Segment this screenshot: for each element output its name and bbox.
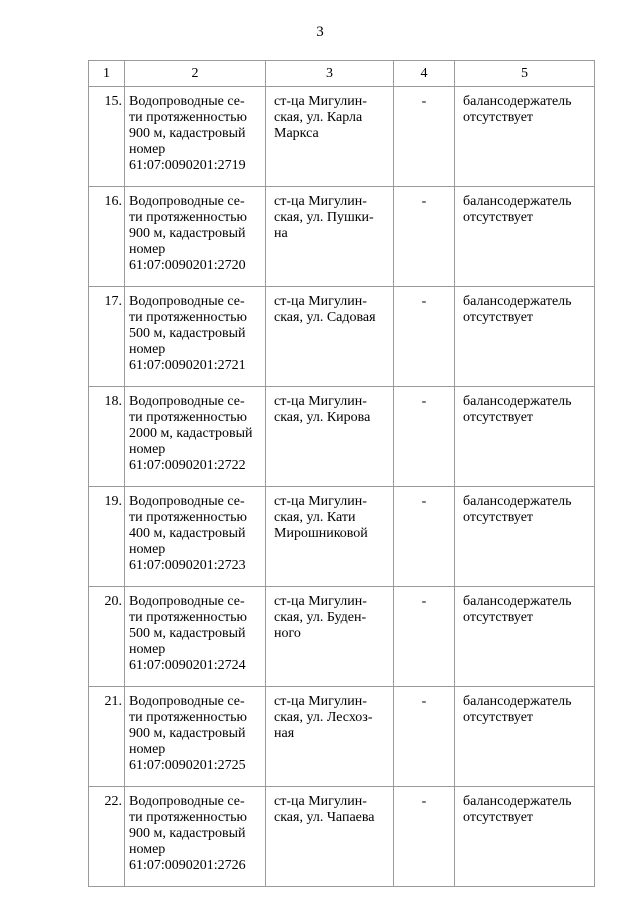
balance-holder: балансодержатель отсутствует (455, 787, 595, 887)
table-row (89, 487, 595, 587)
col4-value: - (394, 687, 455, 787)
table-row (89, 287, 595, 387)
page-number: 3 (316, 24, 324, 40)
object-name: Водопроводные се- ти протяженностью 900 м, кадастровый номер 61:07:0090201:2726 (125, 787, 266, 887)
balance-holder: балансодержатель отсутствует (455, 287, 595, 387)
table-row (89, 587, 595, 687)
header-col-4: 4 (394, 61, 455, 87)
object-address: ст-ца Мигулин- ская, ул. Карла Маркса (266, 87, 394, 187)
object-name: Водопроводные се- ти протяженностью 400 м, кадастровый номер 61:07:0090201:2723 (125, 487, 266, 587)
col4-value: - (394, 87, 455, 187)
col4-value: - (394, 187, 455, 287)
object-name: Водопроводные се- ти протяженностью 500 м, кадастровый номер 61:07:0090201:2721 (125, 287, 266, 387)
balance-holder: балансодержатель отсутствует (455, 487, 595, 587)
object-name: Водопроводные се- ти протяженностью 900 м, кадастровый номер 61:07:0090201:2725 (125, 687, 266, 787)
col4-value: - (394, 787, 455, 887)
object-address: ст-ца Мигулин- ская, ул. Пушки- на (266, 187, 394, 287)
table-row (89, 187, 595, 287)
object-name: Водопроводные се- ти протяженностью 900 м, кадастровый номер 61:07:0090201:2719 (125, 87, 266, 187)
header-col-3: 3 (266, 61, 394, 87)
object-name: Водопроводные се- ти протяженностью 500 м, кадастровый номер 61:07:0090201:2724 (125, 587, 266, 687)
property-registry-table (88, 60, 595, 887)
balance-holder: балансодержатель отсутствует (455, 187, 595, 287)
row-number: 17. (89, 287, 125, 387)
balance-holder: балансодержатель отсутствует (455, 687, 595, 787)
col4-value: - (394, 487, 455, 587)
row-number: 19. (89, 487, 125, 587)
object-address: ст-ца Мигулин- ская, ул. Кирова (266, 387, 394, 487)
balance-holder: балансодержатель отсутствует (455, 87, 595, 187)
row-number: 21. (89, 687, 125, 787)
header-col-2: 2 (125, 61, 266, 87)
object-address: ст-ца Мигулин- ская, ул. Лесхоз- ная (266, 687, 394, 787)
object-address: ст-ца Мигулин- ская, ул. Чапаева (266, 787, 394, 887)
object-name: Водопроводные се- ти протяженностью 900 м, кадастровый номер 61:07:0090201:2720 (125, 187, 266, 287)
balance-holder: балансодержатель отсутствует (455, 587, 595, 687)
row-number: 16. (89, 187, 125, 287)
object-name: Водопроводные се- ти протяженностью 2000 м, кадастровый номер 61:07:0090201:2722 (125, 387, 266, 487)
row-number: 22. (89, 787, 125, 887)
table-row (89, 787, 595, 887)
col4-value: - (394, 587, 455, 687)
table-row (89, 687, 595, 787)
row-number: 15. (89, 87, 125, 187)
object-address: ст-ца Мигулин- ская, ул. Буден- ного (266, 587, 394, 687)
header-col-1: 1 (89, 61, 125, 87)
balance-holder: балансодержатель отсутствует (455, 387, 595, 487)
object-address: ст-ца Мигулин- ская, ул. Садовая (266, 287, 394, 387)
row-number: 20. (89, 587, 125, 687)
table-row (89, 87, 595, 187)
col4-value: - (394, 287, 455, 387)
table-header-row (89, 61, 595, 87)
table-row (89, 387, 595, 487)
col4-value: - (394, 387, 455, 487)
object-address: ст-ца Мигулин- ская, ул. Кати Мирошниковой (266, 487, 394, 587)
row-number: 18. (89, 387, 125, 487)
header-col-5: 5 (455, 61, 595, 87)
